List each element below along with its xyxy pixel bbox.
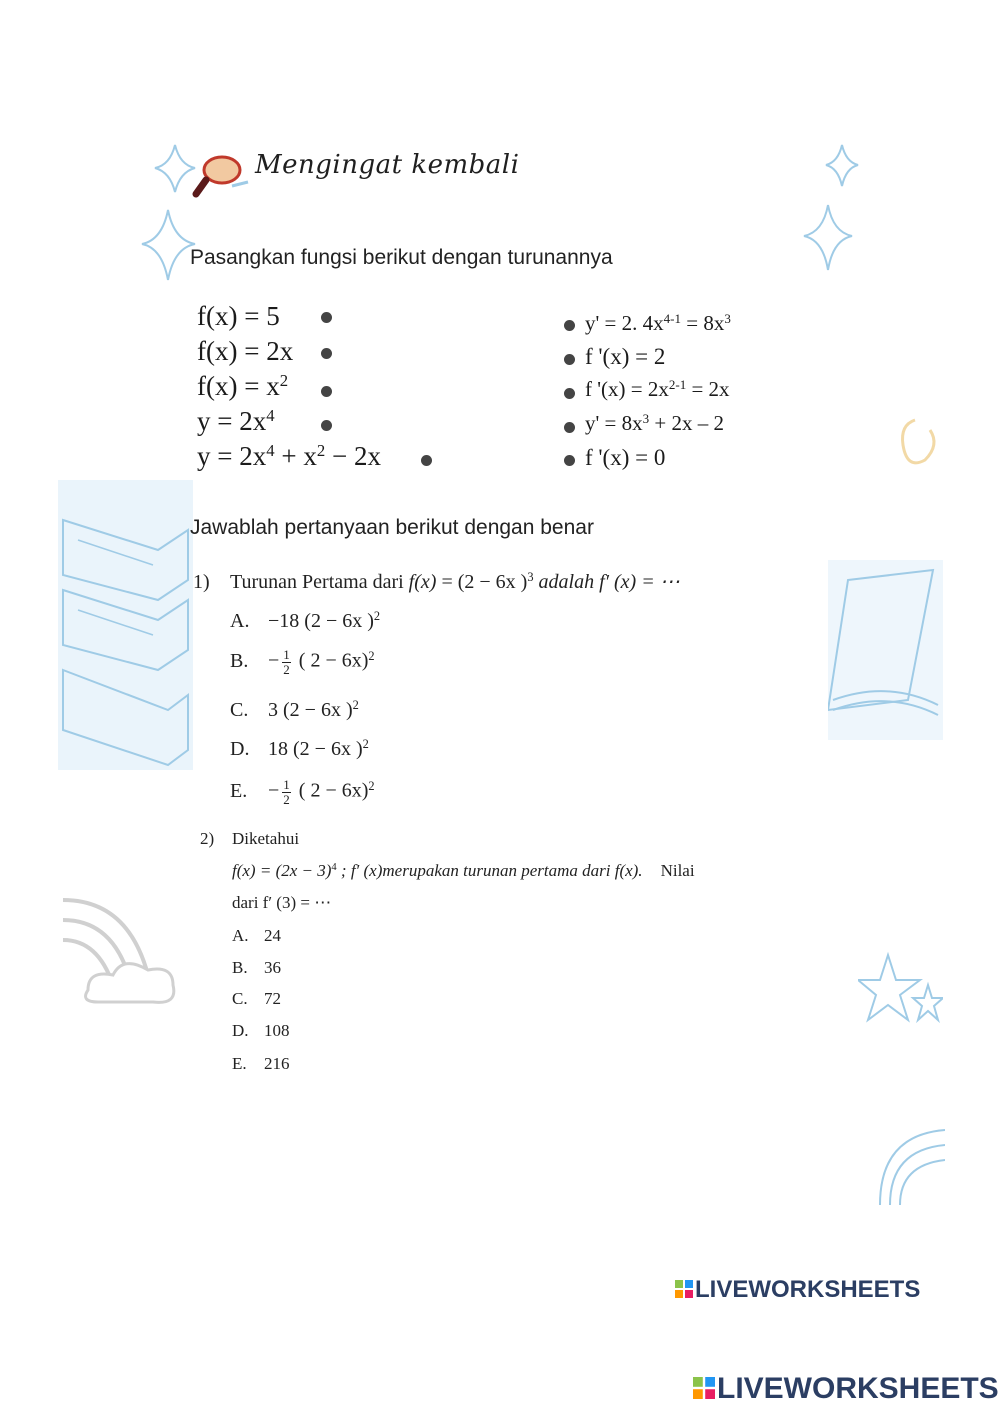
question-2-option-b[interactable]: B. 36 <box>232 958 281 977</box>
match-dot-right-3[interactable] <box>564 388 575 399</box>
match-dot-left-5[interactable] <box>421 455 432 466</box>
match-dot-right-5[interactable] <box>564 455 575 466</box>
left-function-item: f(x) = 5 <box>197 301 280 331</box>
magnifier-icon <box>192 150 250 200</box>
right-derivative-item: f '(x) = 0 <box>585 445 666 470</box>
question-2-label: 2) Diketahui <box>200 829 300 848</box>
sparkle-decoration-right <box>800 140 880 290</box>
matching-instruction: Pasangkan fungsi berikut dengan turunannya <box>190 246 613 269</box>
swirl-decoration <box>895 415 945 485</box>
match-dot-left-4[interactable] <box>321 420 332 431</box>
left-function-item: f(x) = 2x <box>197 336 294 366</box>
match-dot-right-1[interactable] <box>564 320 575 331</box>
left-function-item: $y = 2x^4 + x^2 - 2x$ <box>197 440 381 471</box>
match-dot-left-2[interactable] <box>321 348 332 359</box>
left-function-item: $y = 2x^4$ <box>197 405 275 436</box>
fraction: $\frac{1}{2}$ <box>283 647 290 677</box>
books-sketch-decoration <box>58 480 193 770</box>
question-1-stem: 1) Turunan Pertama dari f(x) = (2 − 6x )$^3$ adalah f′ (x) = ⋯ <box>193 570 680 593</box>
question-instruction: Jawablah pertanyaan berikut dengan benar <box>190 516 594 539</box>
rainbow-lines-decoration <box>875 1120 945 1205</box>
right-derivative-item: f '$(x) = 2x^{2-1} = 2x$ <box>585 376 730 401</box>
question-1-option-e[interactable]: E. − $\frac{1}{2}$ ( 2 − 6x)$^2$ <box>230 777 375 807</box>
question-2-option-c[interactable]: C. 72 <box>232 989 281 1008</box>
question-2-line-2: dari f′ (3) = ⋯ <box>232 893 332 912</box>
right-derivative-item: f '(x) = 2 <box>585 344 666 369</box>
question-1-option-b[interactable]: B. − $\frac{1}{2}$ ( 2 − 6x)$^2$ <box>230 647 375 677</box>
liveworksheets-logo-outer: LIVEWORKSHEETS <box>693 1372 999 1406</box>
right-derivative-item: $y' = 8x^3 + 2x - 2$ <box>585 410 724 435</box>
fraction: $\frac{1}{2}$ <box>283 777 290 807</box>
question-1-option-a[interactable]: A. −18 (2 − 6x )$^2$ <box>230 609 381 632</box>
match-dot-left-1[interactable] <box>321 312 332 323</box>
open-book-sketch-decoration <box>828 560 943 740</box>
question-2-line-1: $f(x) = (2x - 3)^4$ ; f′ (x)merupakan turunan pertama dari f(x). Nilai <box>232 861 695 880</box>
star-sketch-decoration <box>858 950 943 1035</box>
match-dot-left-3[interactable] <box>321 386 332 397</box>
question-1-option-d[interactable]: D. 18 (2 − 6x )$^2$ <box>230 737 369 760</box>
left-function-item: $f(x) = x^2$ <box>197 370 289 401</box>
question-1-option-c[interactable]: C. 3 (2 − 6x )$^2$ <box>230 698 359 721</box>
question-2-option-d[interactable]: D. 108 <box>232 1021 290 1040</box>
section-header-title: Mengingat kembali <box>255 150 520 180</box>
rainbow-cloud-decoration <box>58 880 188 1010</box>
question-2-option-e[interactable]: E. 216 <box>232 1054 290 1073</box>
liveworksheets-logo-icon <box>693 1377 715 1399</box>
liveworksheets-logo-icon <box>675 1280 693 1298</box>
right-derivative-item: y' = 2. $4x^{4-1} = 8x^3$ <box>585 310 731 335</box>
match-dot-right-2[interactable] <box>564 354 575 365</box>
question-2-option-a[interactable]: A. 24 <box>232 926 281 945</box>
liveworksheets-logo-inner: LIVEWORKSHEETS <box>675 1276 920 1304</box>
match-dot-right-4[interactable] <box>564 422 575 433</box>
